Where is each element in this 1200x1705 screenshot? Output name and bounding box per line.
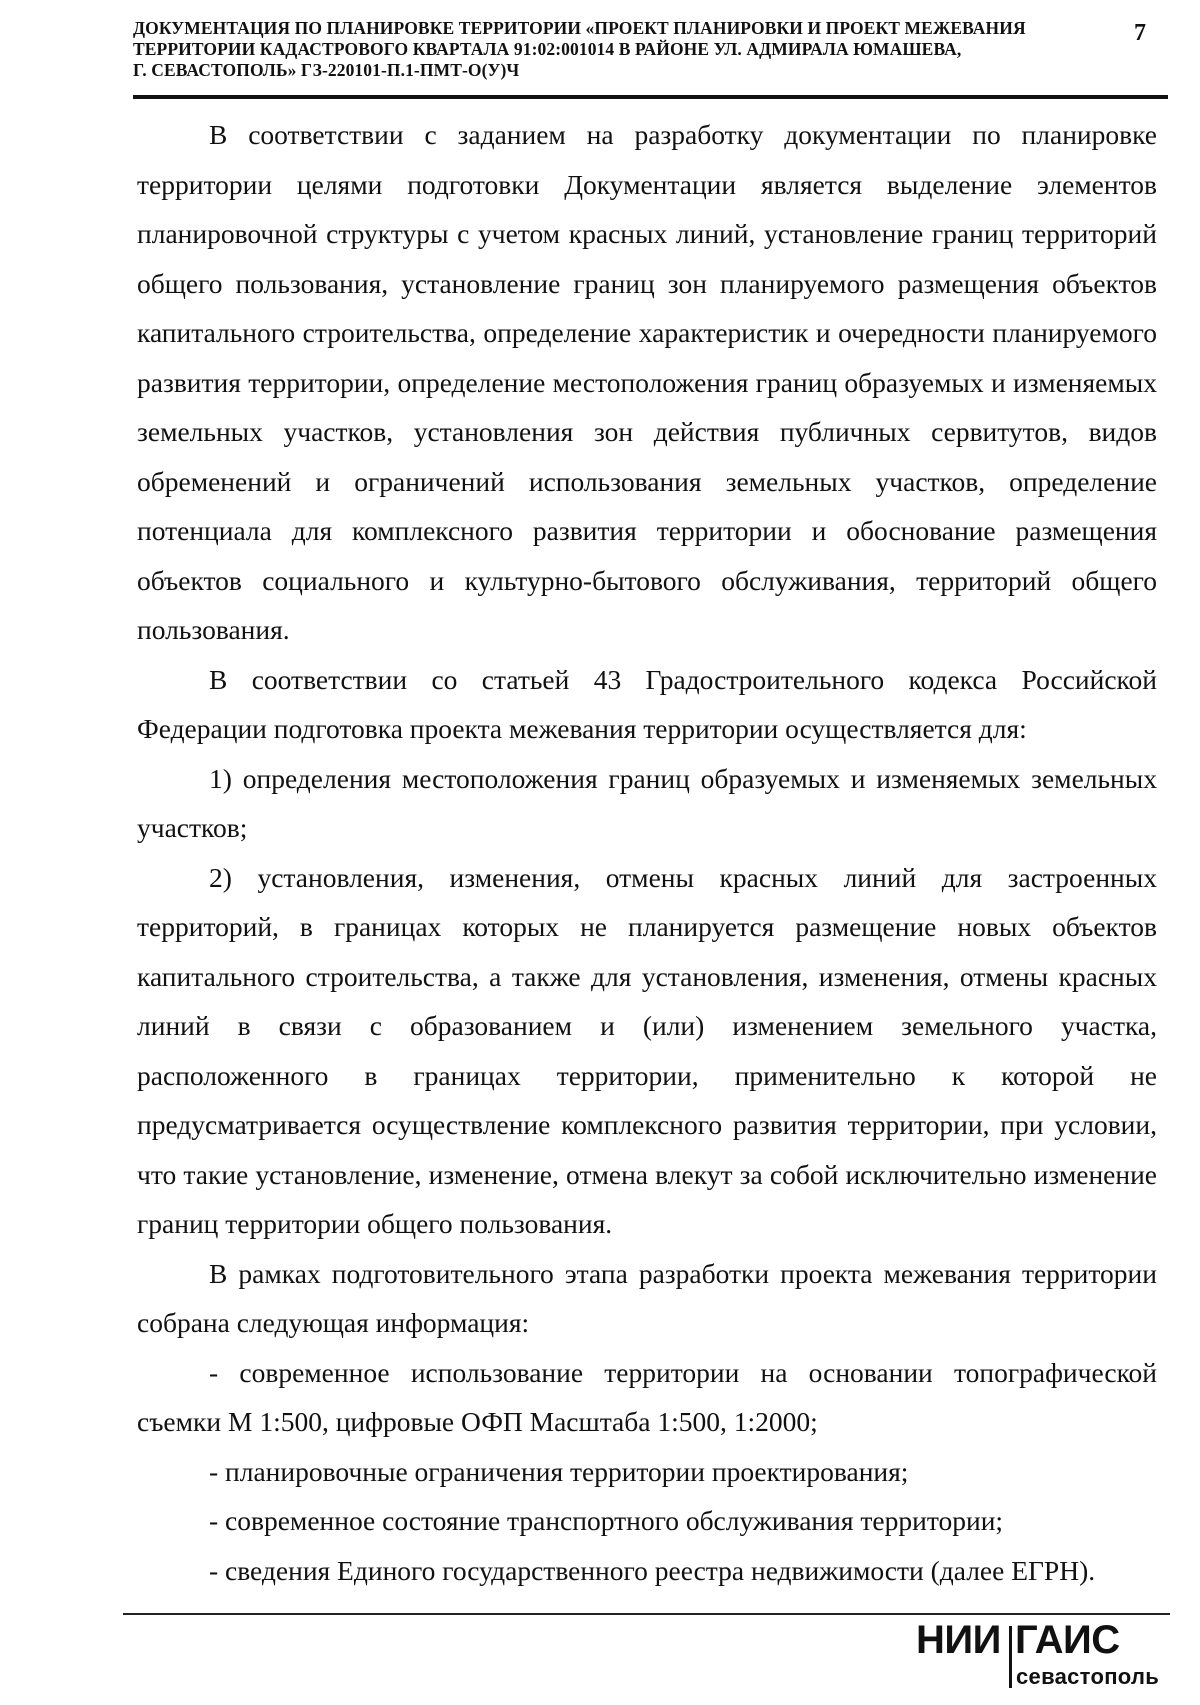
list-item-1: 1) определения местоположения границ образуемых и изменяемых земельных участков; bbox=[137, 762, 1157, 843]
info-item-2: - планировочные ограничения территории проектирования; bbox=[209, 1455, 909, 1487]
logo-text-right: ГАИС bbox=[1015, 1618, 1120, 1662]
footer-divider bbox=[123, 1613, 1170, 1615]
logo-text-left: НИИ bbox=[916, 1618, 1001, 1662]
header-divider bbox=[133, 95, 1168, 99]
info-item-1: - современное использование территории на основании топографической съемки М 1:500, цифровые ОФП Масштаба 1:500, 1:2000; bbox=[137, 1356, 1157, 1437]
info-item-4: - сведения Единого государственного реестра недвижимости (далее ЕГРН). bbox=[209, 1554, 1096, 1586]
paragraph-purpose: В соответствии с заданием на разработку документации по планировке территории целями подготовки Документации является выделение элементов планировочной структуры с учетом красных линий, установление границ территорий общего пользования, установление границ зон планируемого размещения объектов капитального строительства, определение характеристик и очередности планируемого развития территории, определение местоположения границ образуемых и изменяемых земельных участков, установления зон действия публичных сервитутов, видов обременений и ограничений использования земельных участков, определение потенциала для комплексного развития территории и обоснование размещения объектов социального и культурно-бытового обслуживания, территорий общего пользования. bbox=[137, 119, 1157, 645]
paragraph-article-43: В соответствии со статьей 43 Градостроительного кодекса Российской Федерации подготовка проекта межевания территории осуществляется для: bbox=[137, 663, 1157, 744]
page-header bbox=[133, 18, 1073, 81]
page-number: 7 bbox=[1134, 20, 1146, 46]
company-logo bbox=[912, 1618, 1174, 1698]
logo-subtitle: севастополь bbox=[1016, 1664, 1160, 1689]
logo-separator bbox=[1009, 1626, 1012, 1688]
header-line-3: Г. СЕВАСТОПОЛЬ» ГЗ-220101-П.1-ПМТ-О(У)Ч bbox=[133, 60, 520, 80]
list-item-2: 2) установления, изменения, отмены красных линий для застроенных территорий, в границах которых не планируется размещение новых объектов капитального строительства, а также для установления, изменения, отмены красных линий в связи с образованием и (или) изменением земельного участка, расположенного в границах территории, применительно к которой не предусматривается осуществление комплексного развития территории, при условии, что такие установление, изменение, отмена влекут за собой исключительно изменение границ территории общего пользования. bbox=[137, 861, 1157, 1239]
info-item-3: - современное состояние транспортного обслуживания территории; bbox=[209, 1505, 1004, 1536]
header-line-2: ТЕРРИТОРИИ КАДАСТРОВОГО КВАРТАЛА 91:02:001014 В РАЙОНЕ УЛ. АДМИРАЛА ЮМАШЕВА, bbox=[133, 39, 962, 59]
document-body bbox=[137, 110, 1157, 1595]
header-line-1: ДОКУМЕНТАЦИЯ ПО ПЛАНИРОВКЕ ТЕРРИТОРИИ «ПРОЕКТ ПЛАНИРОВКИ И ПРОЕКТ МЕЖЕВАНИЯ bbox=[133, 18, 1026, 38]
paragraph-preparation: В рамках подготовительного этапа разработки проекта межевания территории собрана следующая информация: bbox=[137, 1257, 1157, 1338]
